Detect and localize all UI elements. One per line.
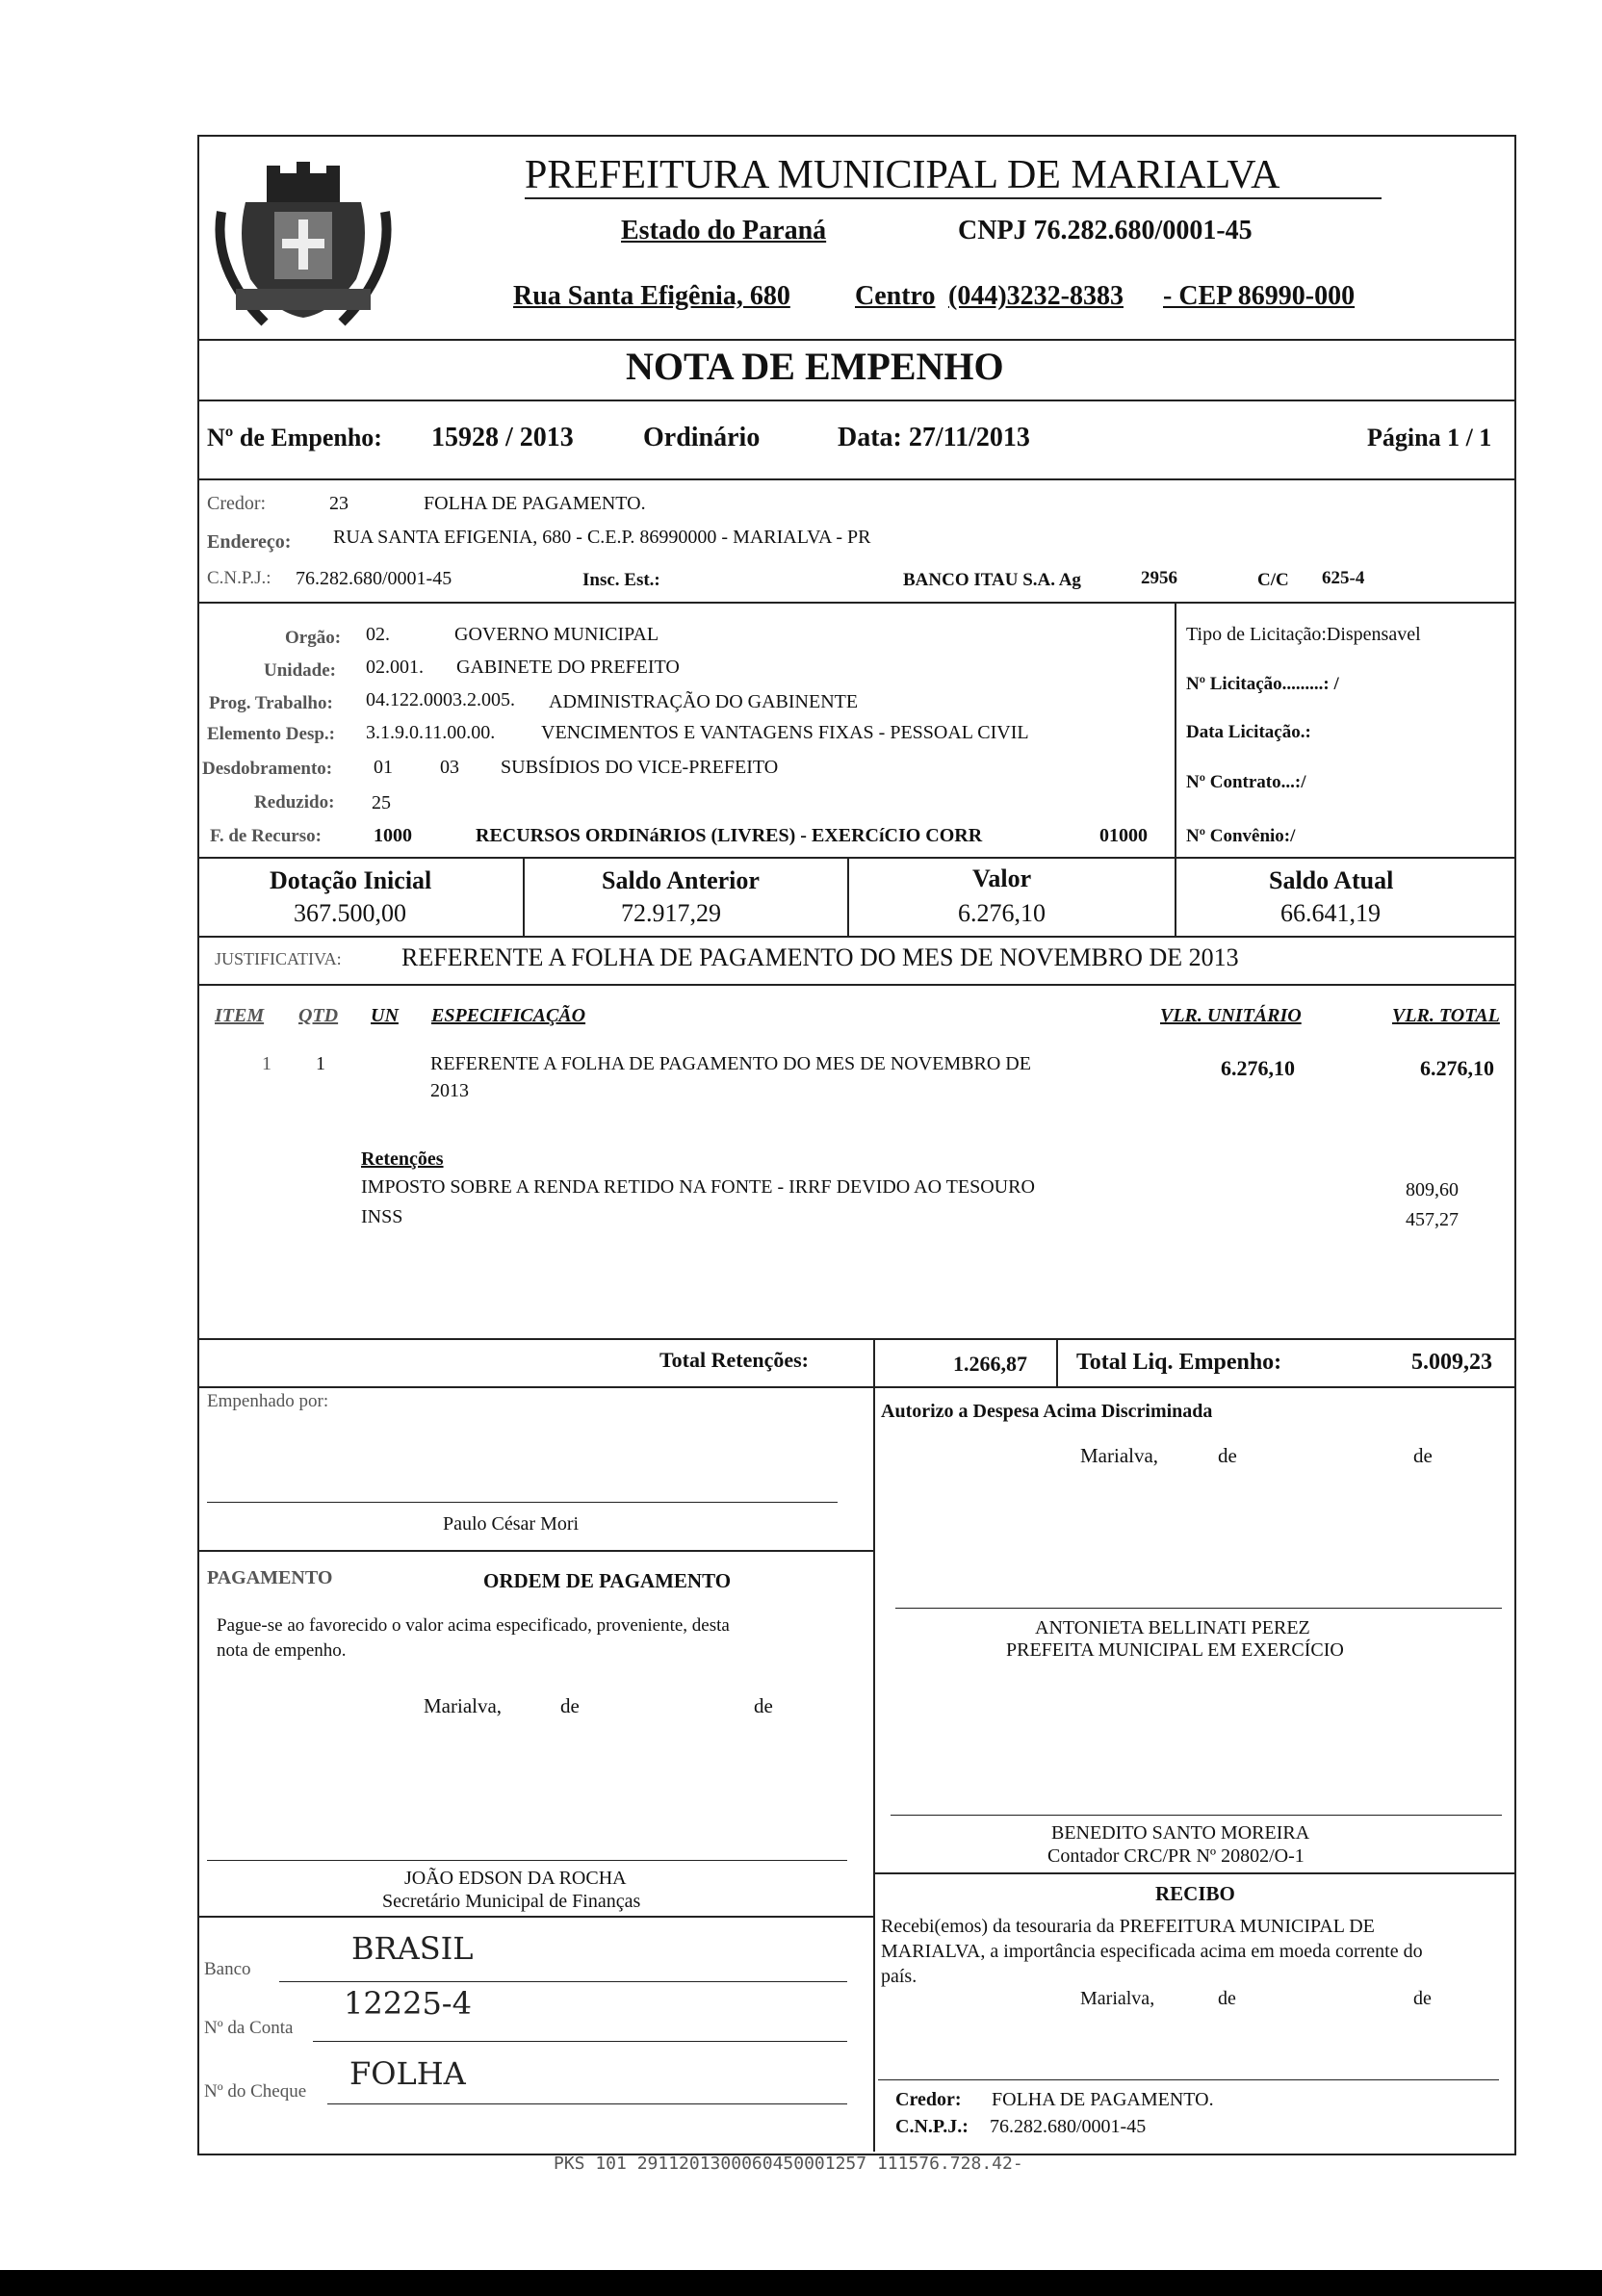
fonte-code: 1000 [374,825,412,846]
recibo-local: Marialva, [1080,1988,1155,2009]
pagamento-text-1: Pague-se ao favorecido o valor acima especificado, proveniente, desta [217,1615,730,1636]
total-retencoes-value: 1.266,87 [953,1352,1027,1376]
col-especificacao: ESPECIFICAÇÃO [431,1005,586,1026]
elem-name: VENCIMENTOS E VANTAGENS FIXAS - PESSOAL CIVIL [541,722,1029,743]
total-retencoes-label: Total Retenções: [659,1348,809,1372]
header-address: Rua Santa Efigênia, 680 [513,281,790,311]
autorizo-label: Autorizo a Despesa Acima Discriminada [881,1401,1213,1422]
conta-label: Nº da Conta [204,2018,294,2038]
dotacao-inicial-label: Dotação Inicial [270,866,432,894]
desd-code-2: 03 [440,757,459,778]
insc-est-label: Insc. Est.: [582,570,660,590]
pagamento-de-2: de [754,1694,773,1717]
header-cnpj: CNPJ 76.282.680/0001-45 [958,216,1253,245]
elem-label: Elemento Desp.: [207,724,335,744]
saldo-atual-label: Saldo Atual [1269,866,1394,894]
recibo-text-2: MARIALVA, a importância especificada acima em moeda corrente do [881,1941,1423,1962]
autorizo-signer-1-name: ANTONIETA BELLINATI PEREZ [1035,1617,1310,1638]
unidade-code: 02.001. [366,657,424,678]
reduzido-value: 25 [372,792,391,813]
cheque-label: Nº do Cheque [204,2081,307,2102]
empenho-number-label: Nº de Empenho: [207,424,382,451]
unidade-name: GABINETE DO PREFEITO [456,657,680,678]
empenho-date: Data: 27/11/2013 [838,423,1030,452]
recibo-credor-label: Credor: [895,2089,962,2110]
orgao-label: Orgão: [285,628,342,648]
cheque-handwritten: FOLHA [349,2055,466,2092]
retencoes-label: Retenções [361,1148,444,1170]
credor-address: RUA SANTA EFIGENIA, 680 - C.E.P. 86990000 - MARIALVA - PR [333,527,871,548]
credor-name: FOLHA DE PAGAMENTO. [424,493,646,514]
pagamento-de-1: de [560,1694,580,1717]
col-qtd: QTD [298,1005,339,1026]
recibo-text-1: Recebi(emos) da tesouraria da PREFEITURA MUNICIPAL DE [881,1916,1375,1937]
orgao-code: 02. [366,624,390,645]
bank-agency: 2956 [1141,568,1177,588]
credor-cnpj: 76.282.680/0001-45 [296,568,452,589]
pagamento-local: Marialva, [424,1694,503,1717]
banco-label: Banco [204,1959,251,1979]
header-state: Estado do Paraná [621,216,827,245]
autorizo-signer-2-name: BENEDITO SANTO MOREIRA [1051,1822,1310,1844]
header-district: Centro [855,281,936,311]
empenho-number: 15928 / 2013 [431,423,574,452]
pagamento-signer-role: Secretário Municipal de Finanças [382,1891,641,1912]
recibo-text-3: país. [881,1966,917,1987]
prog-name: ADMINISTRAÇÃO DO GABINENTE [549,691,859,712]
retencao-irrf-value: 809,60 [1406,1179,1459,1200]
recibo-cnpj: 76.282.680/0001-45 [990,2116,1147,2137]
total-liquido-value: 5.009,23 [1411,1350,1492,1375]
header-cep: - CEP 86990-000 [1163,281,1356,311]
address-label: Endereço: [207,531,292,553]
item-description-2: 2013 [430,1080,469,1101]
autorizo-de-2: de [1413,1444,1433,1467]
conta-handwritten: 12225-4 [344,1985,472,2022]
header-phone: (044)3232-8383 [948,281,1124,311]
empenhado-label: Empenhado por: [207,1391,329,1411]
recibo-cnpj-label: C.N.P.J.: [895,2116,969,2137]
retencao-irrf-desc: IMPOSTO SOBRE A RENDA RETIDO NA FONTE - IRRF DEVIDO AO TESOURO [361,1176,1035,1198]
autorizo-signer-2-role: Contador CRC/PR Nº 20802/O-1 [1047,1845,1305,1867]
cc-label: C/C [1257,570,1289,590]
prog-label: Prog. Trabalho: [209,693,333,713]
recibo-title: RECIBO [1155,1882,1235,1905]
item-total-value: 6.276,10 [1420,1056,1494,1080]
contrato-number: Nº Contrato...:/ [1186,772,1306,792]
col-item: ITEM [215,1005,265,1026]
item-number: 1 [262,1053,271,1074]
reduzido-label: Reduzido: [254,792,335,813]
credor-code: 23 [329,493,349,514]
licitacao-type: Tipo de Licitação:Dispensavel [1186,624,1421,645]
retencao-inss-desc: INSS [361,1206,403,1227]
item-qtd: 1 [316,1053,325,1074]
prog-code: 04.122.0003.2.005. [366,689,515,710]
item-unit-value: 6.276,10 [1221,1056,1295,1080]
orgao-name: GOVERNO MUNICIPAL [454,624,659,645]
col-vlr-unitario: VLR. UNITÁRIO [1160,1005,1302,1026]
fonte-number: 01000 [1099,825,1148,846]
credor-label: Credor: [207,493,267,514]
pagamento-text-2: nota de empenho. [217,1640,347,1661]
item-description-1: REFERENTE A FOLHA DE PAGAMENTO DO MES DE NOVEMBRO DE [430,1053,1031,1074]
desd-label: Desdobramento: [202,759,333,779]
justificativa-text: REFERENTE A FOLHA DE PAGAMENTO DO MES DE NOVEMBRO DE 2013 [401,943,1239,971]
pagamento-signer-name: JOÃO EDSON DA ROCHA [404,1868,627,1889]
recibo-de-2: de [1413,1988,1432,2009]
justificativa-label: JUSTIFICATIVA: [215,949,342,968]
col-vlr-total: VLR. TOTAL [1392,1005,1500,1026]
scan-border [0,2270,1602,2296]
licitacao-number: Nº Licitação.........: / [1186,674,1339,694]
desd-name: SUBSÍDIOS DO VICE-PREFEITO [501,757,779,778]
total-liquido-label: Total Liq. Empenho: [1076,1350,1282,1375]
page-number: Página 1 / 1 [1367,424,1492,451]
autorizo-de-1: de [1218,1444,1237,1467]
pagamento-label: PAGAMENTO [207,1567,333,1588]
convenio-number: Nº Convênio:/ [1186,826,1296,846]
recibo-de-1: de [1218,1988,1236,2009]
valor-label: Valor [972,864,1032,892]
saldo-atual-value: 66.641,19 [1280,899,1381,927]
licitacao-date: Data Licitação.: [1186,722,1311,742]
header-title: PREFEITURA MUNICIPAL DE MARIALVA [525,153,1280,197]
ordem-pagamento-label: ORDEM DE PAGAMENTO [483,1569,732,1592]
saldo-anterior-label: Saldo Anterior [602,866,760,894]
fonte-label: F. de Recurso: [210,826,322,846]
autorizo-local: Marialva, [1080,1444,1159,1467]
col-un: UN [371,1005,399,1026]
fonte-name: RECURSOS ORDINáRIOS (LIVRES) - EXERCíCIO CORR [476,825,983,846]
elem-code: 3.1.9.0.11.00.00. [366,722,496,743]
desd-code-1: 01 [374,757,393,778]
footer-code: PKS 101 2911201300060450001257 111576.728.42- [554,2154,1023,2174]
empenho-type: Ordinário [643,423,761,452]
dotacao-inicial-value: 367.500,00 [294,899,406,927]
saldo-anterior-value: 72.917,29 [621,899,721,927]
autorizo-signer-1-role: PREFEITA MUNICIPAL EM EXERCÍCIO [1006,1639,1344,1661]
empenhado-name: Paulo César Mori [443,1513,580,1535]
banco-handwritten: BRASIL [351,1930,474,1967]
valor-value: 6.276,10 [958,899,1046,927]
cnpj-label: C.N.P.J.: [207,568,271,588]
doc-title: NOTA DE EMPENHO [626,345,1004,388]
bank-name: BANCO ITAU S.A. Ag [903,570,1081,590]
retencao-inss-value: 457,27 [1406,1209,1459,1230]
recibo-credor-name: FOLHA DE PAGAMENTO. [992,2089,1214,2110]
cc-number: 625-4 [1322,568,1365,588]
unidade-label: Unidade: [264,660,336,681]
